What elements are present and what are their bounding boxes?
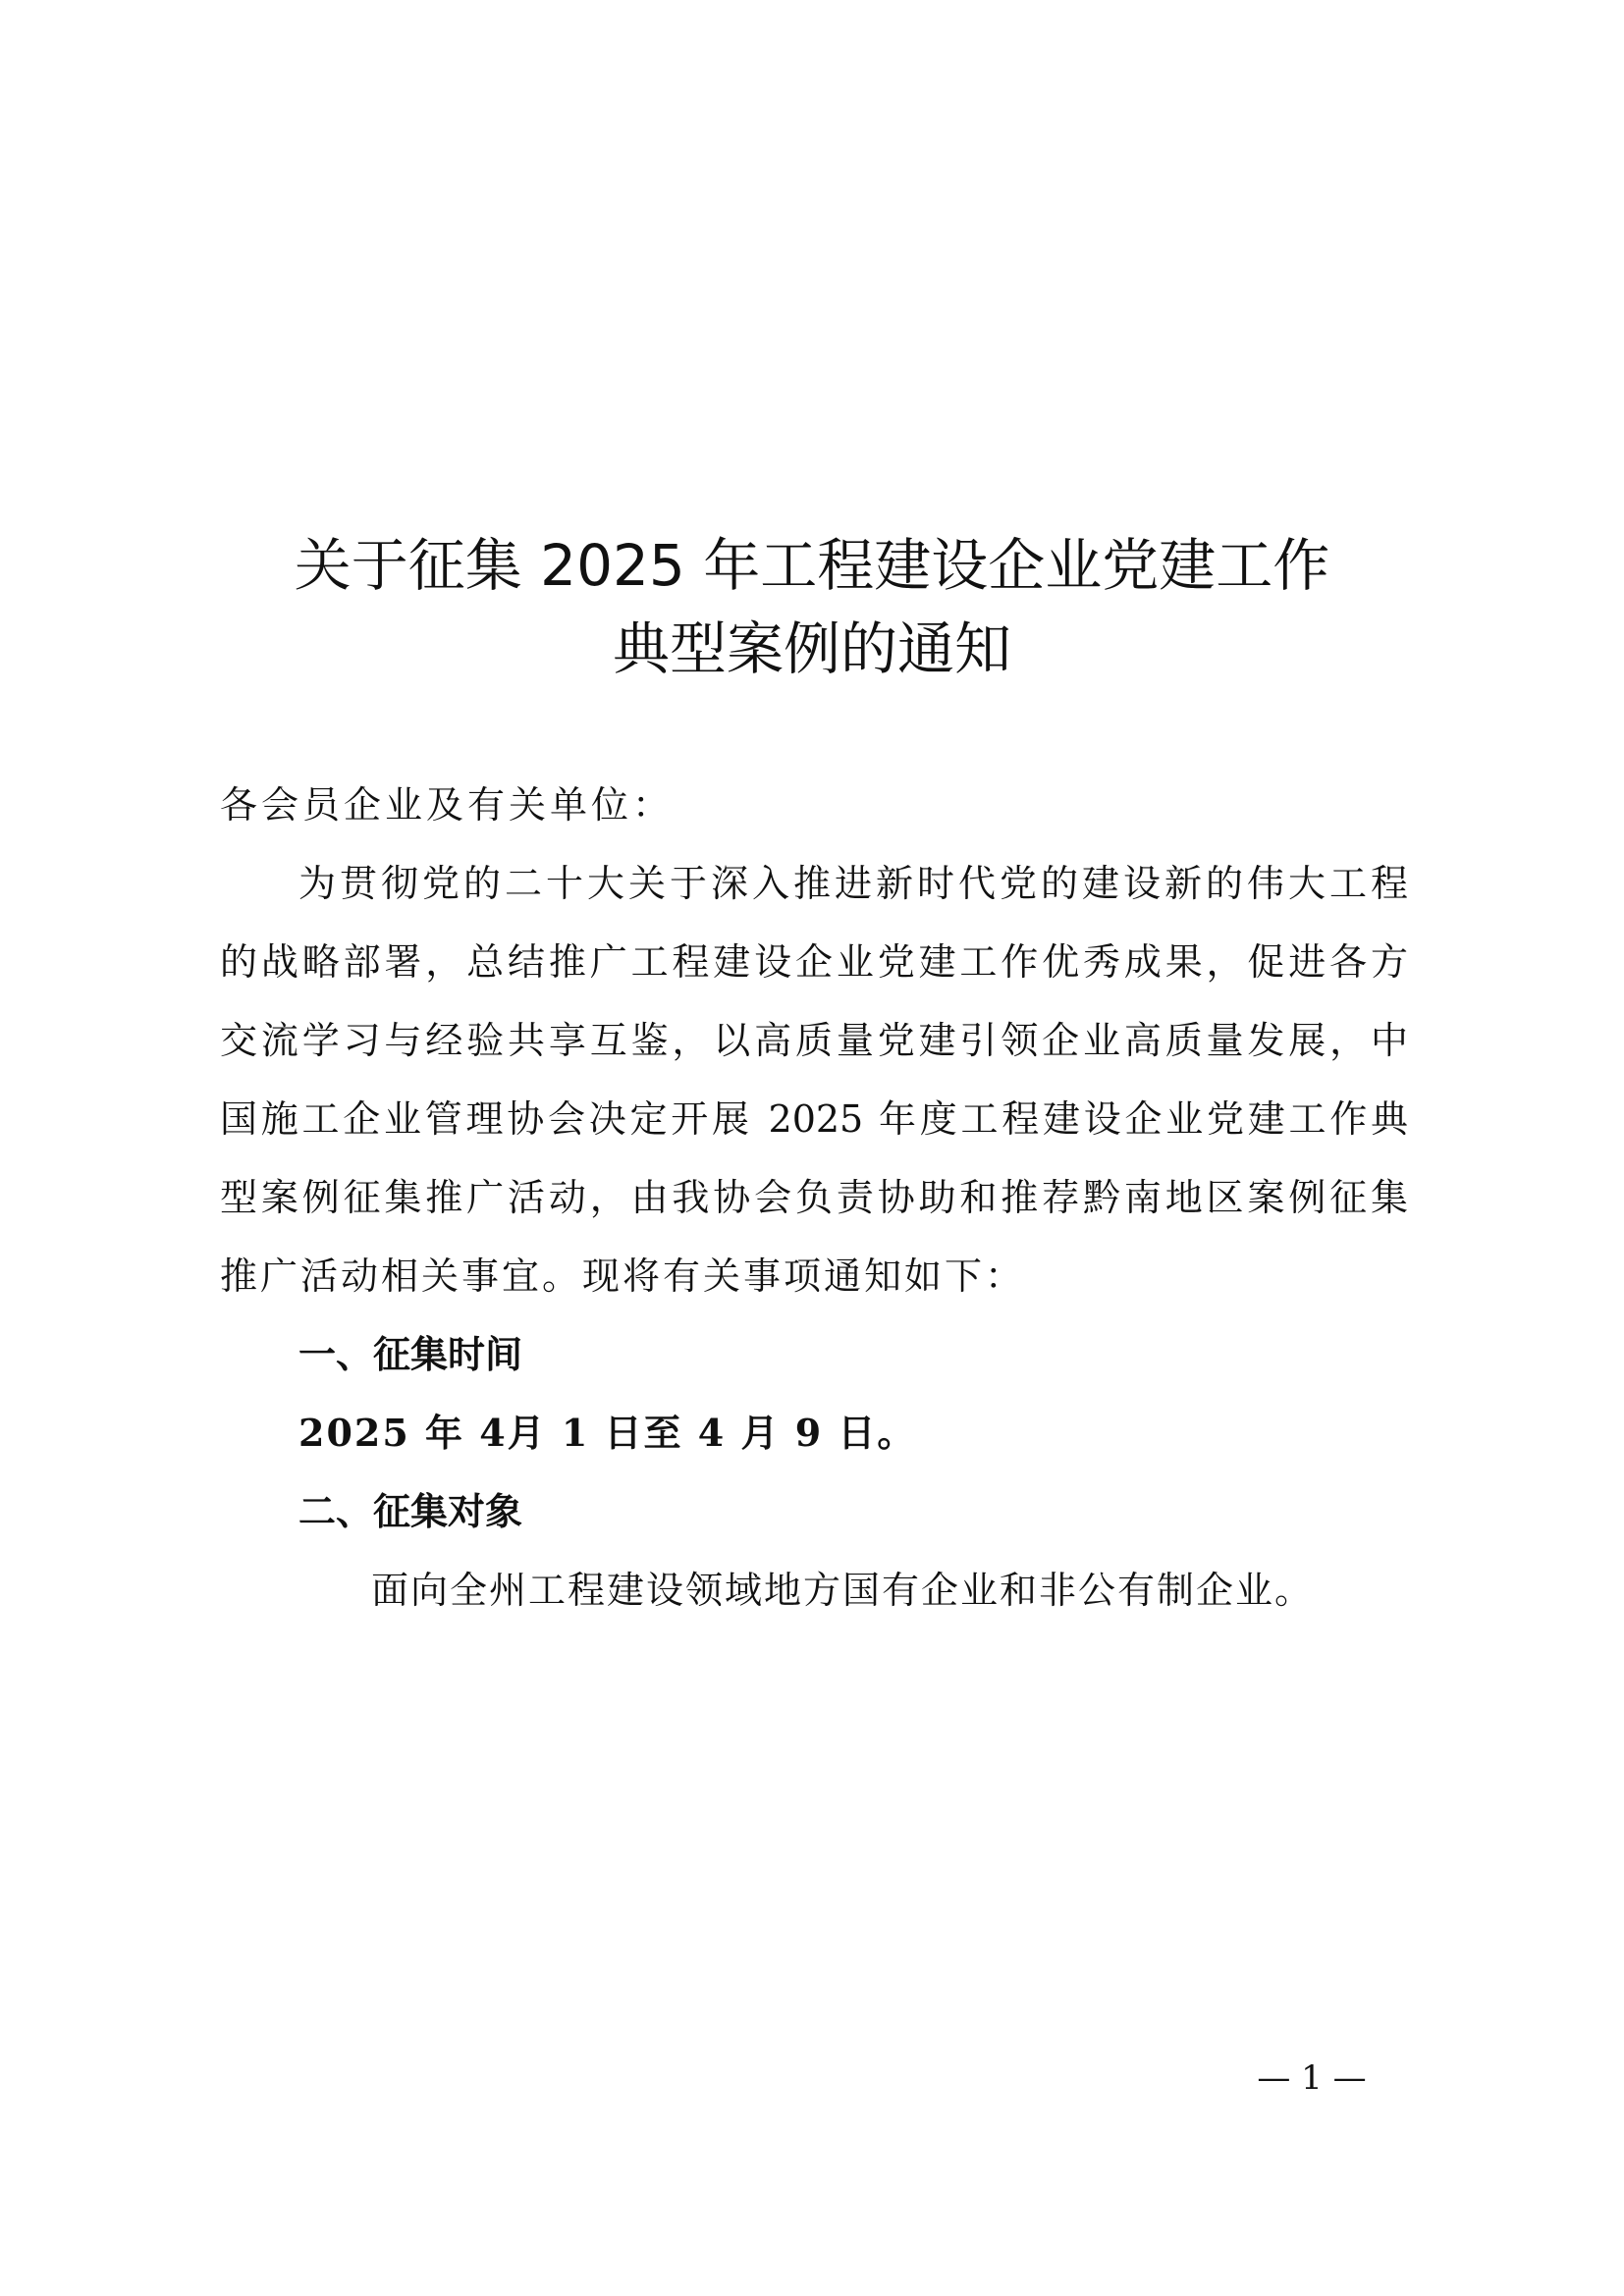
section-heading-collection-time: 一、征集时间 [298, 1333, 523, 1376]
section-heading-collection-target: 二、征集对象 [298, 1490, 523, 1533]
paragraph-line: 型案例征集推广活动，由我协会负责协助和推荐黔南地区案例征集 [220, 1176, 1408, 1219]
document-title-line-2: 典型案例的通知 [612, 615, 1011, 682]
page-number: — 1 — [1257, 2058, 1367, 2098]
collection-time-text: 2025 年 4月 1 日至 4 月 9 日。 [298, 1411, 917, 1455]
document-title-line-1: 关于征集 2025 年工程建设企业党建工作 [294, 532, 1330, 599]
paragraph-line: 国施工企业管理协会决定开展 2025 年度工程建设企业党建工作典 [220, 1097, 1408, 1141]
paragraph-line: 交流学习与经验共享互鉴，以高质量党建引领企业高质量发展，中 [220, 1019, 1408, 1062]
collection-target-text: 面向全州工程建设领域地方国有企业和非公有制企业。 [371, 1569, 1315, 1612]
salutation: 各会员企业及有关单位： [220, 783, 675, 827]
paragraph-line: 为贯彻党的二十大关于深入推进新时代党的建设新的伟大工程 [298, 862, 1408, 905]
paragraph-line: 推广活动相关事宜。现将有关事项通知如下： [220, 1255, 1026, 1298]
paragraph-line: 的战略部署，总结推广工程建设企业党建工作优秀成果，促进各方 [220, 940, 1408, 984]
